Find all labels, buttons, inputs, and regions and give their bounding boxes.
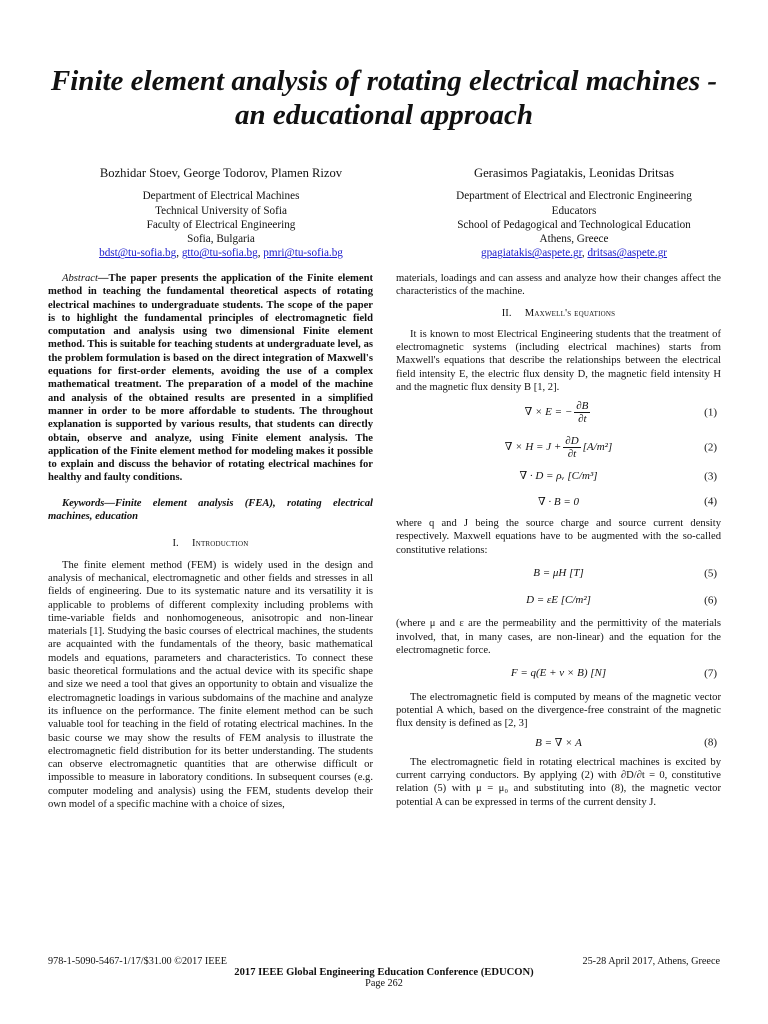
equation-3: [396, 470, 721, 483]
equation-2: [396, 435, 721, 460]
email-link[interactable]: pmri@tu-sofia.bg: [263, 247, 343, 260]
equation-number: (4): [704, 495, 717, 508]
conference-date: 25-28 April 2017, Athens, Greece: [582, 956, 720, 967]
continued-paragraph: materials, loadings and can assess and analyze how their changes affect the characteristics of the machine.: [396, 273, 721, 298]
fraction-num: ∂D: [565, 435, 579, 448]
footer: [48, 956, 720, 989]
fraction-den: ∂t: [567, 448, 577, 461]
email-link[interactable]: gtto@tu-sofia.bg: [181, 247, 258, 260]
affiliation-univ: Technical University of Sofia: [155, 204, 287, 217]
keywords-label: Keywords: [62, 497, 105, 509]
footer-top-row: [48, 956, 720, 967]
fraction-num: ∂B: [576, 400, 589, 413]
paragraph: where q and J being the source charge and source current density respectively. Maxwell equations have to be augmented with the so-called constitutive relations:: [396, 517, 721, 556]
email-link[interactable]: bdst@tu-sofia.bg: [99, 247, 177, 260]
left-column: [48, 272, 373, 811]
authors-left: [56, 166, 386, 261]
affiliation-faculty: Faculty of Electrical Engineering: [146, 218, 296, 231]
right-column: [396, 272, 721, 809]
authors-right: [404, 166, 744, 261]
equation-5: [396, 567, 721, 580]
equation-text: ∇ · B = 0: [537, 495, 580, 508]
author-emails: gpagiatakis@aspete.gr, dritsas@aspete.gr: [480, 247, 668, 260]
section-heading: [48, 537, 373, 550]
equation-number: (3): [704, 470, 717, 483]
section-number: II.: [501, 307, 512, 319]
section-heading: [396, 307, 721, 320]
affiliation-dept: Department of Electrical and Electronic Engineering: [456, 190, 692, 203]
abstract: [48, 272, 373, 485]
page-number: Page 262: [365, 978, 403, 989]
equation-text: F = q(E + v × B) [N]: [510, 667, 607, 680]
equation-1: [396, 400, 721, 425]
author-names: Bozhidar Stoev, George Todorov, Plamen Rizov: [99, 166, 343, 180]
email-link[interactable]: gpagiatakis@aspete.gr: [480, 247, 582, 260]
fraction-den: ∂t: [578, 413, 587, 426]
equation-6: [396, 594, 721, 607]
equation-number: (8): [704, 736, 717, 749]
section-number: I.: [172, 538, 179, 550]
paragraph: The electromagnetic field is computed by means of the magnetic vector potential A which, based on the divergence-free constraint of the magnetic flux density is defined as [2, 3]: [396, 691, 721, 730]
conference-name: 2017 IEEE Global Engineering Education Conference (EDUCON): [234, 967, 534, 978]
section-title: Maxwell's equations: [524, 307, 616, 319]
equation-text: ∇ × H = J +: [504, 441, 562, 454]
paragraph: The electromagnetic field in rotating electrical machines is excited by current carrying conductors. By applying (2) with ∂D/∂t = 0, constitutive relation (5) with μ = μ₀ and substituting into (8), the magnetic vector potential A can be expressed in terms of the current density J.: [396, 756, 721, 808]
affiliation-dept-2: Educators: [551, 204, 597, 217]
paragraph: It is known to most Electrical Engineering students that the treatment of electromagnetic systems (including electrical machines) starts from Maxwell's equations that describe the relationships between the electrical field intensity E, the electric flux density D, the magnetic field intensity H and the magnetic flux density B [1, 2].: [396, 328, 721, 394]
abstract-text: —The paper presents the application of the Finite element method in teaching the fundamental theoretical aspects of rotating electrical machines to undergraduate students. The scope of the paper is to highlight the fundamental principles of electromagnetic field computation and analysis using two dimensional Finite element method. This is suitable for teaching students at undergraduate level, as the problem formulation is based on the direct integration of Maxwell's equations for first-order elements, avoiding the use of a complex mathematical treatment. The preparation of a model of the machine and analysis of the obtained results are presented in a simplified manner in order to be more affordable to students. The throughout explanation is supported by various results, that students can directly obtain, observe and analyze, using Finite element analysis. The application of the Finite element method for modeling makes it possible to explain and discuss the behavior of rotating electrical machines for healthy and faulty conditions.: [48, 273, 373, 484]
author-names: Gerasimos Pagiatakis, Leonidas Dritsas: [473, 166, 675, 180]
author-emails: bdst@tu-sofia.bg, gtto@tu-sofia.bg, pmri@tu-sofia.bg: [99, 247, 343, 260]
affiliation-dept: Department of Electrical Machines: [142, 190, 300, 203]
equation-number: (5): [704, 566, 717, 579]
equation-unit: [A/m²]: [582, 441, 613, 454]
equation-number: (1): [704, 406, 717, 419]
affiliation-city: Athens, Greece: [539, 233, 609, 246]
email-link[interactable]: dritsas@aspete.gr: [587, 247, 668, 260]
equation-text: ∇ · D = ρᵥ [C/m³]: [519, 470, 598, 483]
equation-text: D = εE [C/m²]: [526, 594, 591, 607]
keywords-text: —Finite element analysis (FEA), rotating electrical machines, education: [48, 497, 373, 523]
equation-4: [396, 496, 721, 509]
equation-8: [396, 737, 721, 750]
paper-title: Finite element analysis of rotating electrical machines - an educational approach: [50, 65, 718, 131]
isbn-line: 978-1-5090-5467-1/17/$31.00 ©2017 IEEE: [48, 956, 227, 967]
equation-text: B = μH [T]: [533, 566, 584, 579]
equation-number: (2): [704, 441, 717, 454]
equation-text: B = ∇ × A: [535, 736, 582, 749]
keywords: [48, 497, 373, 524]
equation-number: (6): [704, 594, 717, 607]
abstract-label: Abstract: [62, 273, 98, 284]
fraction: [563, 435, 580, 460]
equation-text: ∇ × E = −: [524, 406, 573, 419]
affiliation-city: Sofia, Bulgaria: [187, 233, 255, 246]
fraction: [574, 400, 590, 425]
equation-number: (7): [704, 667, 717, 680]
paragraph: (where μ and ε are the permeability and the permittivity of the materials involved, that, in many cases, are non-linear) and the equation for the electromagnetic force.: [396, 618, 721, 657]
affiliation-school: School of Pedagogical and Technological Education: [457, 218, 691, 231]
intro-paragraph: The finite element method (FEM) is widely used in the design and analysis of mechanical, electromagnetic and other fields and stresses in all fields of engineering. Due to its systematic nature and its versatility it is applicable to problems of different complexity including problems with time-variable fields and nonhomogeneous, anisotropic and non-linear materials [1]. Studying the basic courses of electrical machines, the students are acquainted with the fundamentals of the theory, basic mathematical models and equations, parameters and characteristics. To connect these basic theoretical formulations and the actual device with its specific shape and size we need a tool that gives an opportunity to obtain and visualize the electromagnetic loadings in various subdomains of the machine and analyze its influence on the performance. The finite element method can be such valuable tool for teaching in the field of rotating electrical machines. In the basic course we may show the results of FEM analysis to illustrate the electromagnetic field distribution for its better understanding. The students can observe electromagnetic quantities that are otherwise difficult or impossible to measure in laboratory conditions. In subsequent courses (e.g. computer modeling and analysis) using the FEM, students develop their own model of a specific machine with a choice of sizes,: [48, 559, 373, 810]
section-title: Introduction: [191, 538, 249, 550]
equation-7: [396, 667, 721, 680]
